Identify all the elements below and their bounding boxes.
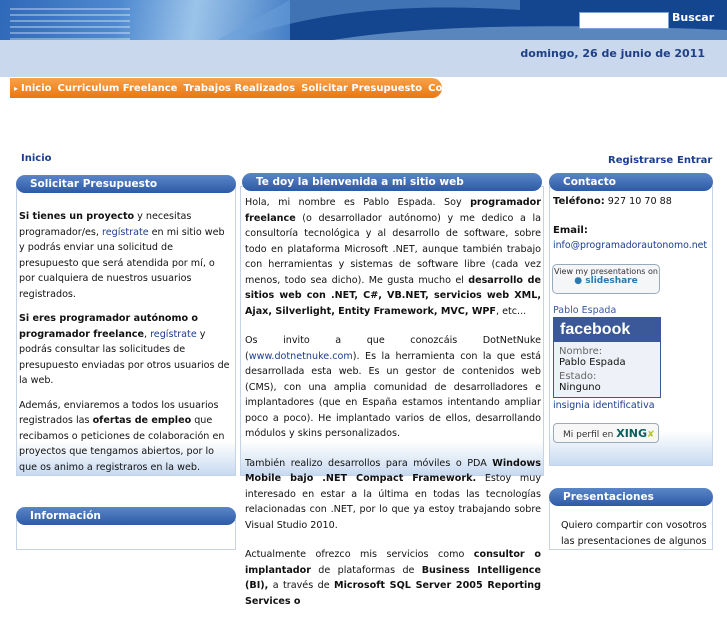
nav-item-presupuesto[interactable]: Solicitar Presupuesto bbox=[301, 82, 423, 94]
dotnetnuke-link[interactable]: www.dotnetnuke.com bbox=[248, 350, 353, 362]
site-header bbox=[0, 0, 727, 77]
fb-status-label: Estado: bbox=[559, 371, 597, 382]
welcome-panel-title: Te doy la bienvenida a mi sitio web bbox=[242, 173, 542, 191]
quote-panel-text: Si tienes un proyecto y necesitas programador/es, regístrate en mi sitio web y podrás enviar una solicitud de presupuesto que será atendida por mí, o por cualquiera de nuestros usuarios registrados. Si eres programador autónomo o programador freelance, regístrate y podrás consultar las solicitudes de presupuesto enviadas por otros usuarios de la web. Además, enviaremos a todos los usuarios registrados las ofertas de empleo que recibamos o peticiones de colaboración en proyectos que tengamos abiertos, por lo que os animo a registraros en la web. bbox=[19, 211, 230, 473]
login-link[interactable]: Entrar bbox=[677, 155, 713, 166]
nav-item-trabajos[interactable]: Trabajos Realizados bbox=[183, 82, 296, 94]
slideshare-icon: ● bbox=[574, 276, 583, 286]
search-button[interactable]: Buscar bbox=[672, 11, 715, 24]
presentations-text: Quiero compartir con vosotros las presentaciones de algunos bbox=[561, 520, 707, 547]
facebook-badge[interactable] bbox=[553, 317, 661, 398]
contact-phone: Teléfono: 927 10 70 88 bbox=[553, 196, 672, 207]
fb-status-value: Ninguno bbox=[559, 382, 601, 393]
contact-email-label: Email: bbox=[553, 225, 588, 236]
fb-name-value: Pablo Espada bbox=[559, 357, 626, 368]
quote-panel-title: Solicitar Presupuesto bbox=[16, 175, 236, 193]
contact-panel-title: Contacto bbox=[549, 173, 713, 191]
nav-item-contacto[interactable]: Contacto bbox=[428, 82, 479, 94]
xing-icon: ✘ bbox=[647, 430, 655, 440]
facebook-logo: facebook bbox=[554, 318, 660, 342]
xing-logo: XING bbox=[616, 427, 648, 440]
register-link[interactable]: Registrarse bbox=[608, 155, 674, 166]
slideshare-badge[interactable]: View my presentations on ● slideshare bbox=[552, 264, 660, 294]
nav-item-inicio[interactable]: Inicio bbox=[21, 82, 52, 94]
welcome-text: Hola, mi nombre es Pablo Espada. Soy programador freelance (o desarrollador autónomo) y me dedico a la consultoría tecnológica y al desarrollo de software, sobre todo en plataforma Microsoft .NET, aunque también trabajo con herramientas y sistemas de software libre (cada vez menos, todo sea dicho). Me gusta mucho el desarrollo de sitios web con .NET, C#, VB.NET, servicios web XML, Ajax, Silverlight, Entity Framework, MVC, WPF, etc... Os invito a que conozcáis DotNetNuke (www.dotnetnuke.com). Es la herramienta con la que está desarrollada esta web. Es un gestor de contenidos web (CMS), con una amplia comunidad de desarrolladores e implantadores (que en España estamos intentando ampliar poco a poco). He implantado varios de ellos, desarrollando módulos y skins personalizados. También realizo desarrollos para móviles o PDA Windows Mobile bajo .NET Compact Framework. Estoy muy interesado en estar a la última en todas las tecnologías relacionadas con .NET, por lo que ya estoy trabajando sobre Visual Studio 2010. Actualmente ofrezco mis servicios como consultor o implantador de plataformas de Business Intelligence (BI), a través de Microsoft SQL Server 2005 Reporting Services o bbox=[245, 197, 542, 607]
nav-arrow-icon: ▸ bbox=[14, 83, 19, 93]
xing-profile-button[interactable]: Mi perfil en XING✘ bbox=[553, 423, 659, 443]
contact-email-link[interactable]: info@programadorautonomo.net bbox=[553, 240, 708, 251]
register-link-inline[interactable]: regístrate bbox=[101, 226, 149, 238]
presentations-panel-title: Presentaciones bbox=[549, 488, 713, 506]
nav-item-curriculum[interactable]: Curriculum Freelance bbox=[57, 82, 178, 94]
breadcrumb[interactable]: Inicio bbox=[21, 153, 52, 164]
search-input[interactable] bbox=[579, 12, 669, 29]
main-nav bbox=[10, 78, 479, 98]
fb-name-label: Nombre: bbox=[559, 346, 603, 357]
current-date: domingo, 26 de junio de 2011 bbox=[520, 47, 705, 60]
facebook-badge-link[interactable]: insignia identificativa bbox=[553, 400, 655, 411]
facebook-profile-name[interactable]: Pablo Espada bbox=[553, 305, 617, 316]
info-panel-title: Información bbox=[16, 507, 236, 525]
register-link-inline-2[interactable]: regístrate bbox=[150, 328, 197, 340]
